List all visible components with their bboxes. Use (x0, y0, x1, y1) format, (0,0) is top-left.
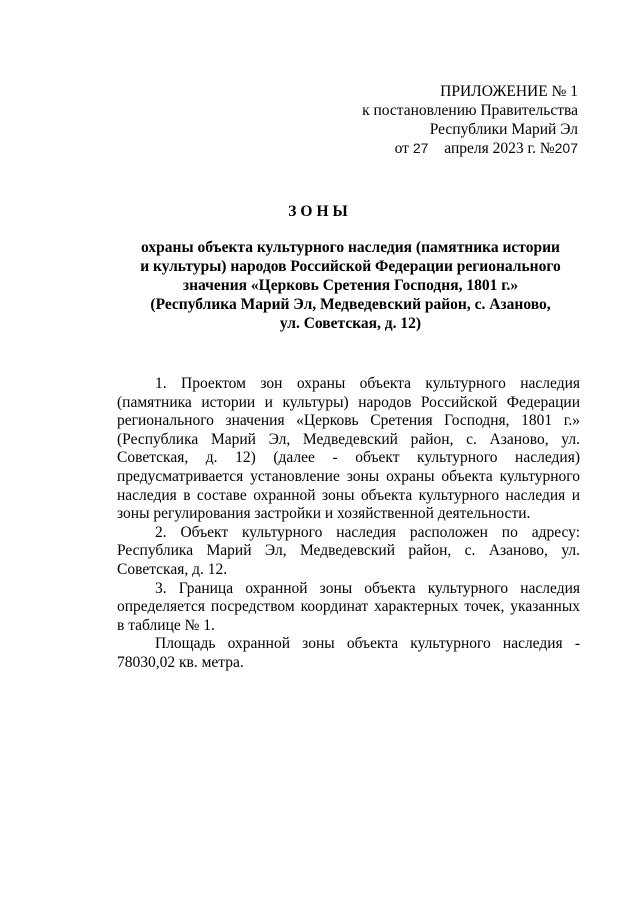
subtitle-line: и культуры) народов Российской Федерации регионального (140, 258, 561, 275)
subtitle-line: значения «Церковь Сретения Господня, 1801 г.» (182, 277, 519, 294)
subtitle-line: охраны объекта культурного наследия (памятника истории (141, 239, 560, 256)
date-prefix: от (394, 140, 409, 157)
date-rest: апреля 2023 г. № (444, 140, 555, 157)
document-title: ЗОНЫ (288, 203, 352, 220)
appendix-header (362, 82, 578, 158)
paragraph-3: 3. Граница охранной зоны объекта культурного наследия определяется посредством координат характерных точек, указанных в таблице № 1. (117, 579, 580, 634)
decree-date-line (362, 139, 578, 158)
decree-number: 207 (554, 140, 578, 156)
decree-reference: к постановлению Правительства (362, 102, 578, 119)
appendix-number: ПРИЛОЖЕНИЕ № 1 (440, 83, 578, 100)
paragraph-1: 1. Проектом зон охраны объекта культурного наследия (памятника истории и культуры) народов Российской Федерации регионального значения «Церковь Сретения Господня, 1801 г.» (Республика Марий Эл, Медведевский район, с. Азаново, ул. Советская, д. 12) (далее - объект культурного наследия) предусматривается установление зоны охраны объекта культурного наследия в составе охранной зоны объекта культурного наследия и зоны регулирования застройки и хозяйственной деятельности. (117, 375, 580, 523)
document-subtitle (118, 238, 583, 333)
subtitle-line: ул. Советская, д. 12) (279, 315, 422, 332)
date-day: 27 (412, 140, 429, 156)
republic-name: Республики Марий Эл (429, 121, 578, 138)
document-body (117, 375, 580, 673)
subtitle-line: (Республика Марий Эл, Медведевский район, с. Азаново, (150, 296, 551, 313)
paragraph-4: Площадь охранной зоны объекта культурного наследия - 78030,02 кв. метра. (117, 635, 580, 671)
paragraph-2: 2. Объект культурного наследия расположен по адресу: Республика Марий Эл, Медведевский район, с. Азаново, ул. Советская, д. 12. (117, 523, 580, 578)
